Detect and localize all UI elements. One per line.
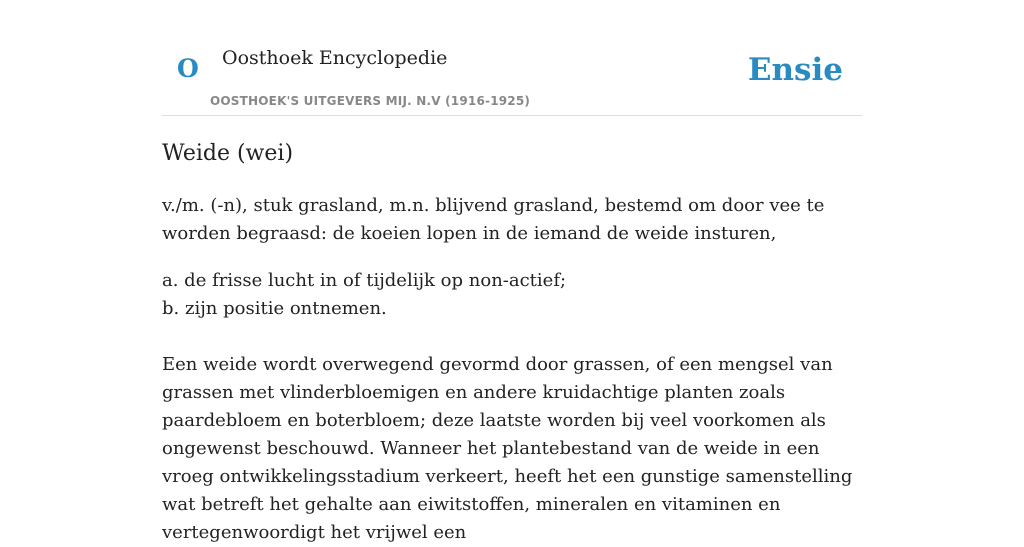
sense-a: a. de frisse lucht in of tijdelijk op non-actief;	[162, 270, 567, 291]
article-body	[162, 192, 862, 547]
sense-b: b. zijn positie ontnemen.	[162, 298, 387, 319]
ensie-logo[interactable]: Ensie	[747, 52, 843, 88]
body-paragraph: Een weide wordt overwegend gevormd door grassen, of een mengsel van grassen met vlinderbloemigen en andere kruidachtige planten zoals paardebloem en boterbloem; deze laatste worden bij veel voorkomen als ongewenst beschouwd. Wanneer het plantebestand van de weide in een vroeg ontwikkelingsstadium verkeert, heeft het een gunstige samenstelling wat betreft het gehalte aan eiwitstoffen, mineralen en vitaminen en vertegenwoordigt het vrijwel een	[162, 354, 853, 543]
publisher-label: OOSTHOEK'S UITGEVERS MIJ. N.V (1916-1925)	[210, 94, 531, 108]
encyclopedia-title[interactable]: Oosthoek Encyclopedie	[222, 47, 448, 69]
letter-badge: O	[177, 54, 199, 83]
definition-paragraph: v./m. (-n), stuk grasland, m.n. blijvend grasland, bestemd om door vee te worden begraasd: de koeien lopen in de iemand de weide insturen,	[162, 195, 825, 244]
header-divider	[162, 115, 862, 116]
article-title: Weide (wei)	[162, 141, 294, 166]
